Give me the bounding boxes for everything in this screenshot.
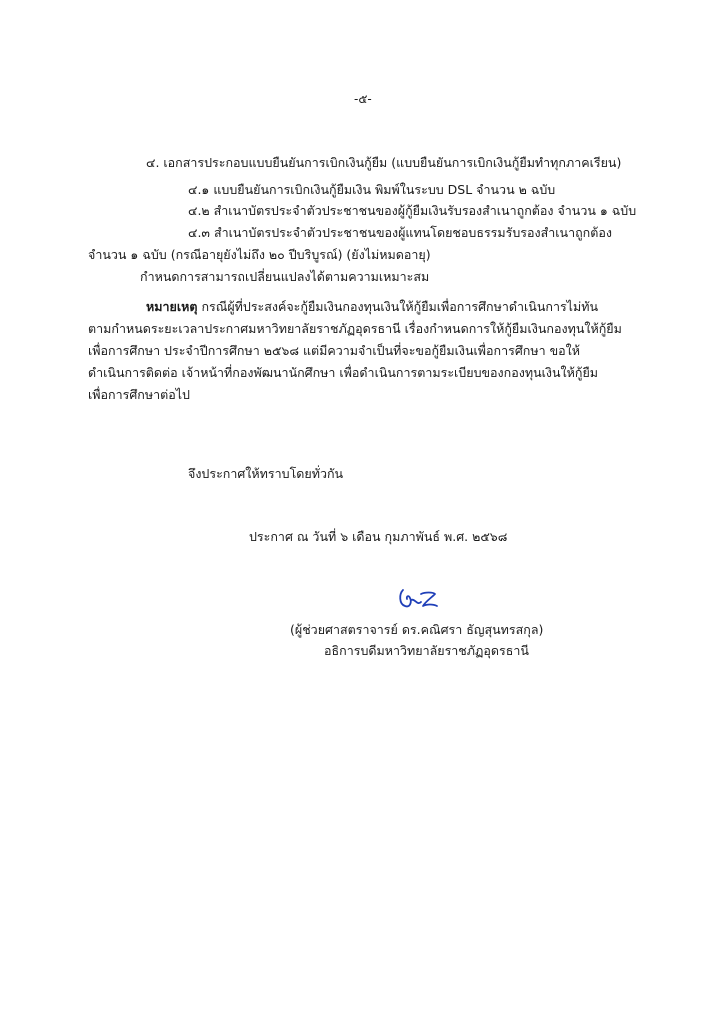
page-number: -๕- bbox=[354, 92, 372, 106]
schedule-note: กำหนดการสามารถเปลี่ยนแปลงได้ตามความเหมาะสม bbox=[140, 269, 430, 284]
signature-image bbox=[397, 584, 441, 612]
item-4-1: ๔.๑ แบบยืนยันการเบิกเงินกู้ยืมเงิน พิมพ์ในระบบ DSL จำนวน ๒ ฉบับ bbox=[188, 182, 556, 197]
remark-line-1 bbox=[146, 298, 685, 316]
remark-line-2: ตามกำหนดระยะเวลาประกาศมหาวิทยาลัยราชภัฏอุดรธานี เรื่องกำหนดการให้กู้ยืมเงินกองทุนให้กู้ยืม bbox=[88, 321, 622, 336]
signer-name: (ผู้ช่วยศาสตราจารย์ ดร.คณิศรา ธัญสุนทรสกุล) bbox=[290, 622, 544, 637]
item-4-heading: ๔. เอกสารประกอบแบบยืนยันการเบิกเงินกู้ยืม (แบบยืนยันการเบิกเงินกู้ยืมทำทุกภาคเรียน) bbox=[146, 155, 622, 170]
remark-label: หมายเหตุ bbox=[146, 299, 198, 314]
item-4-3: ๔.๓ สำเนาบัตรประจำตัวประชาชนของผู้แทนโดยชอบธรรมรับรองสำเนาถูกต้อง bbox=[188, 225, 612, 240]
announcement: จึงประกาศให้ทราบโดยทั่วกัน bbox=[188, 466, 344, 481]
remark-text-1: กรณีผู้ที่ประสงค์จะกู้ยืมเงินกองทุนเงินให้กู้ยืมเพื่อการศึกษาดำเนินการไม่ทัน bbox=[201, 299, 598, 314]
remark-line-4: ดำเนินการติดต่อ เจ้าหน้าที่กองพัฒนานักศึกษา เพื่อดำเนินการตามระเบียบของกองทุนเงินให้กู้ยืม bbox=[88, 365, 599, 380]
item-4-2: ๔.๒ สำเนาบัตรประจำตัวประชาชนของผู้กู้ยืมเงินรับรองสำเนาถูกต้อง จำนวน ๑ ฉบับ bbox=[188, 203, 637, 218]
item-4-3-continued: จำนวน ๑ ฉบับ (กรณีอายุยังไม่ถึง ๒๐ ปีบริบูรณ์) (ยังไม่หมดอายุ) bbox=[88, 247, 431, 262]
announcement-date: ประกาศ ณ วันที่ ๖ เดือน กุมภาพันธ์ พ.ศ. ๒๕๖๘ bbox=[249, 529, 508, 544]
remark-line-3: เพื่อการศึกษา ประจำปีการศึกษา ๒๕๖๘ แต่มีความจำเป็นที่จะขอกู้ยืมเงินเพื่อการศึกษา ขอให้ bbox=[88, 343, 580, 358]
signer-title: อธิการบดีมหาวิทยาลัยราชภัฏอุดรธานี bbox=[324, 643, 529, 658]
remark-line-5: เพื่อการศึกษาต่อไป bbox=[88, 387, 190, 402]
